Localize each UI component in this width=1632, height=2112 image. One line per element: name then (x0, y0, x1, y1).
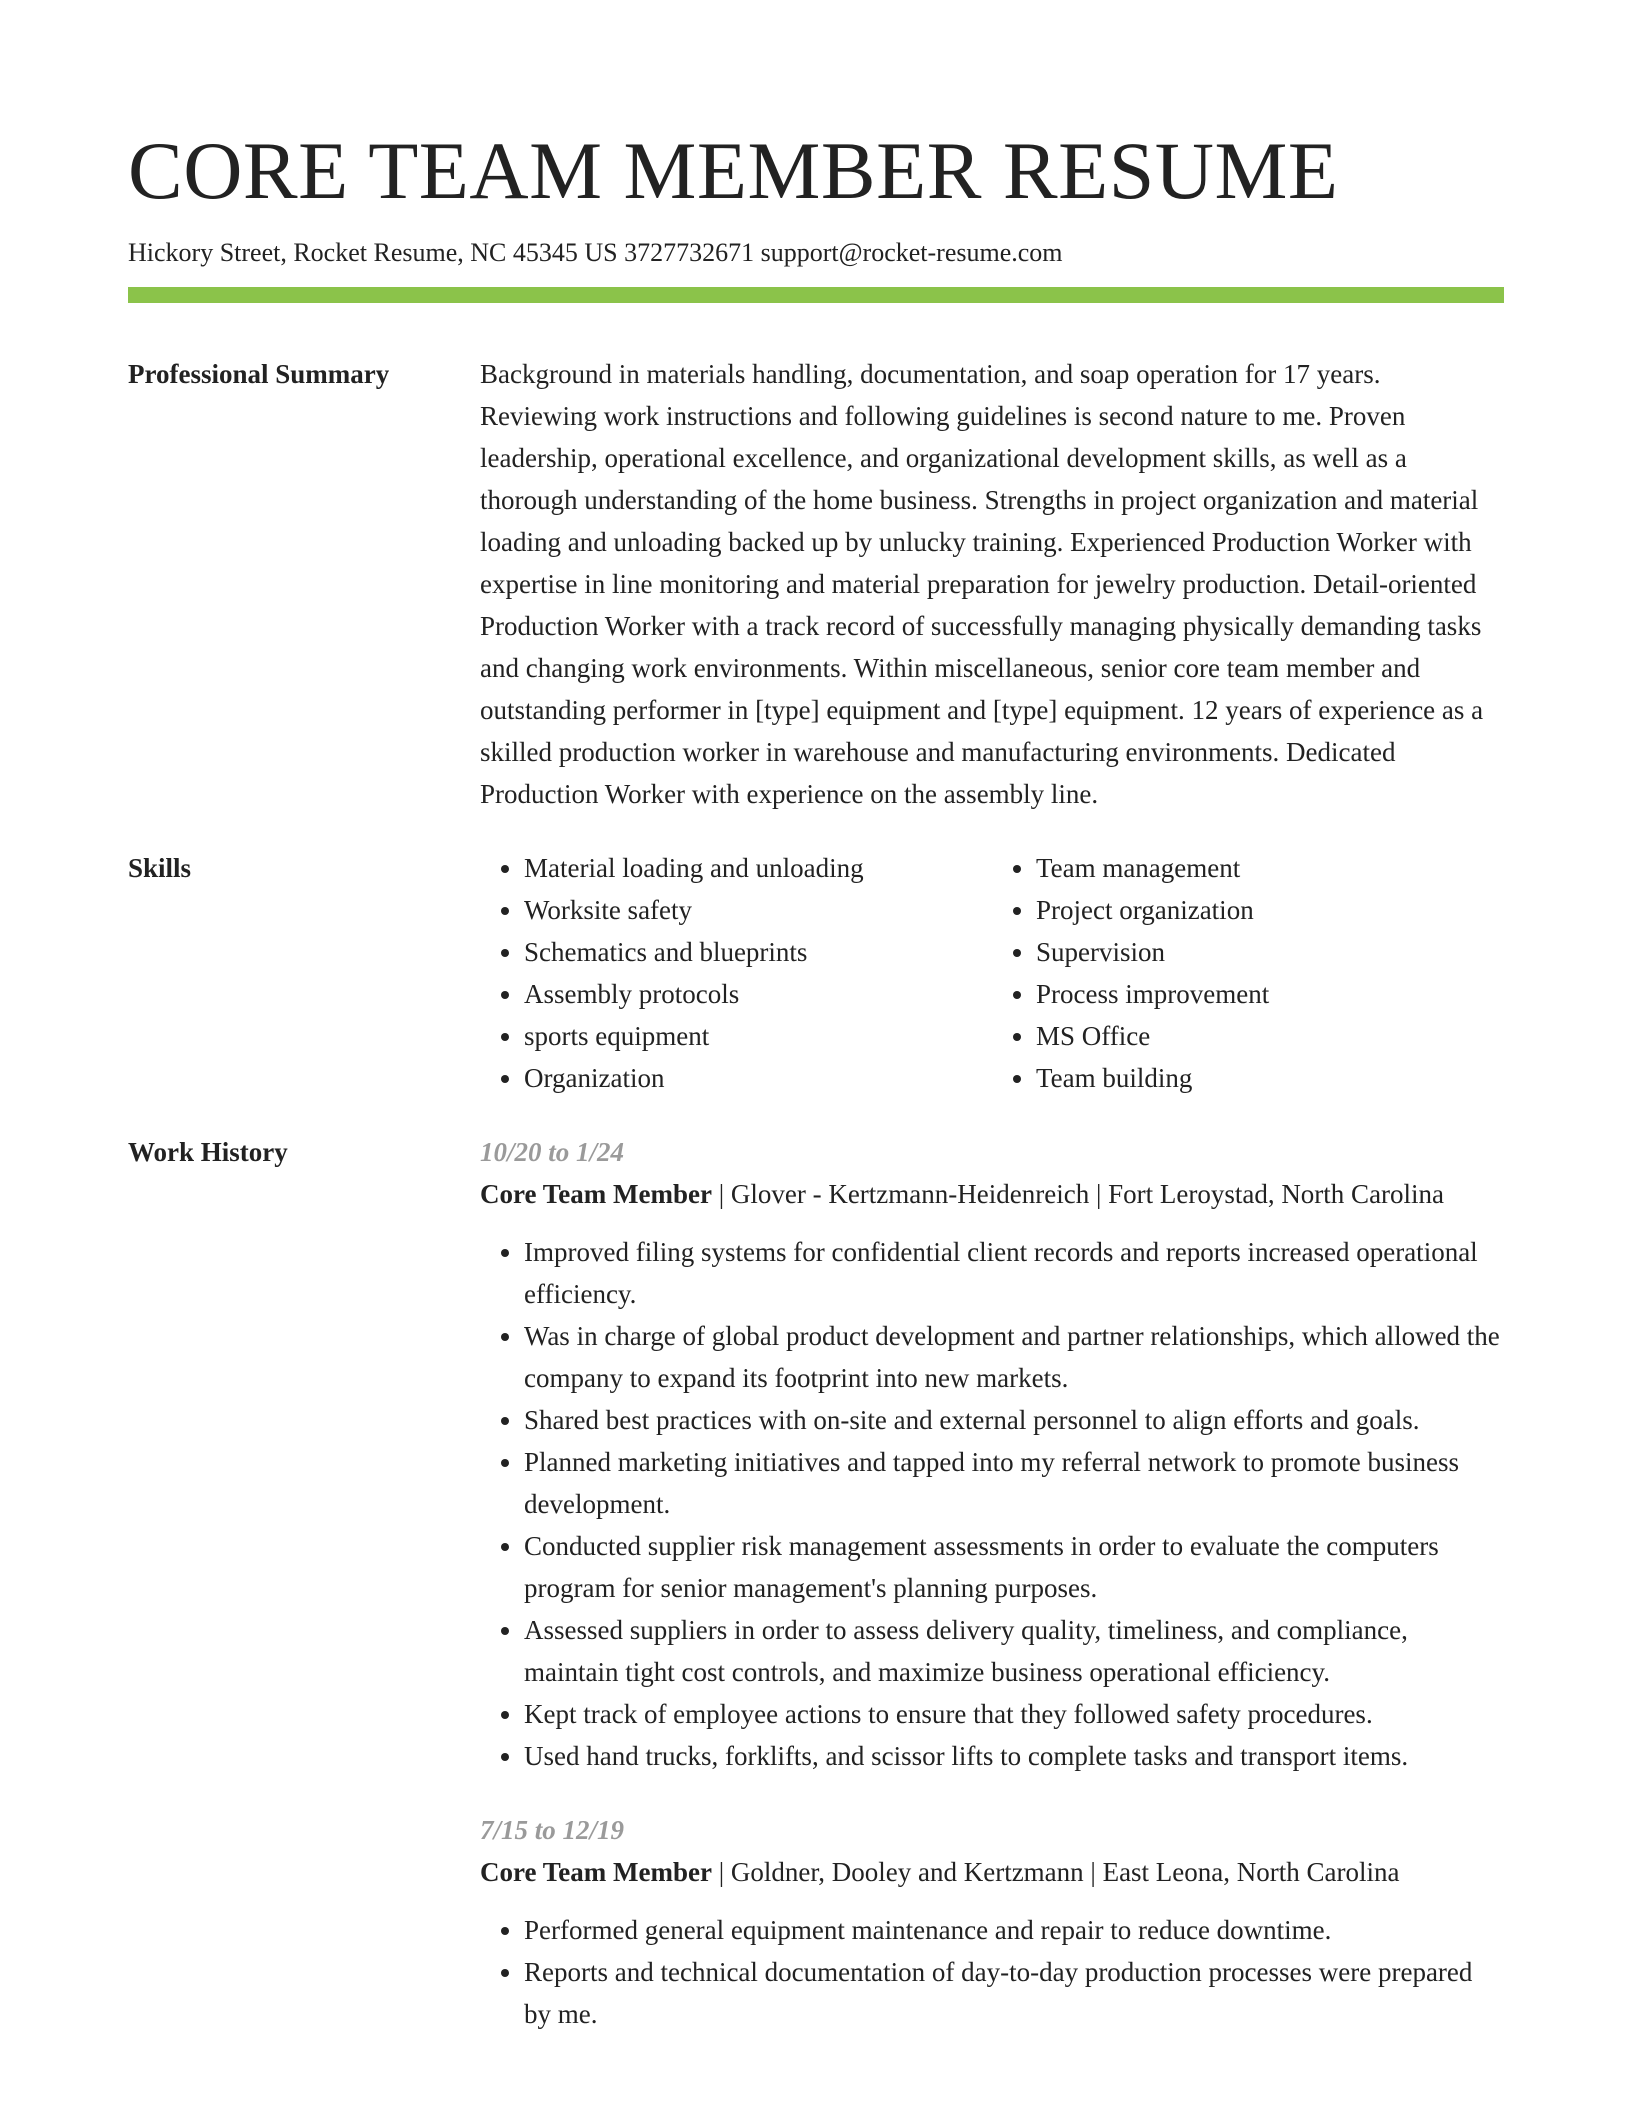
skill-item: • Organization (524, 1057, 992, 1099)
professional-summary-section (128, 353, 1504, 815)
skill-item: • Process improvement (1036, 973, 1504, 1015)
job-dates: 7/15 to 12/19 (480, 1815, 625, 1845)
job-bullet: • Used hand trucks, forklifts, and scissor lifts to complete tasks and transport items. (524, 1735, 1504, 1777)
job-details: | Glover - Kertzmann-Heidenreich | Fort Leroystad, North Carolina (711, 1179, 1445, 1209)
skill-item: • Worksite safety (524, 889, 992, 931)
skills-list-left (480, 847, 992, 1099)
skill-item: • Supervision (1036, 931, 1504, 973)
job-bullet: • Was in charge of global product development and partner relationships, which allowed the company to expand its footprint into new markets. (524, 1315, 1504, 1399)
accent-divider (128, 287, 1504, 303)
resume-page (128, 120, 1504, 2035)
job-dates: 10/20 to 1/24 (480, 1137, 625, 1167)
skill-item: • sports equipment (524, 1015, 992, 1057)
job-entry (480, 1809, 1504, 2035)
job-bullet: • Conducted supplier risk management assessments in order to evaluate the computers program for senior management's planning purposes. (524, 1525, 1504, 1609)
job-bullet: • Planned marketing initiatives and tapped into my referral network to promote business development. (524, 1441, 1504, 1525)
job-bullet: • Shared best practices with on-site and external personnel to align efforts and goals. (524, 1399, 1504, 1441)
job-bullet: • Performed general equipment maintenance and repair to reduce downtime. (524, 1909, 1504, 1951)
contact-line: Hickory Street, Rocket Resume, NC 45345 US 3727732671 support@rocket-resume.com (128, 238, 1063, 267)
job-title: Core Team Member (480, 1179, 712, 1209)
job-bullet: • Reports and technical documentation of day-to-day production processes were prepared by me. (524, 1951, 1504, 2035)
skill-item: • MS Office (1036, 1015, 1504, 1057)
job-bullet: • Kept track of employee actions to ensure that they followed safety procedures. (524, 1693, 1504, 1735)
skill-item: • Team management (1036, 847, 1504, 889)
summary-text: Background in materials handling, documentation, and soap operation for 17 years. Reviewing work instructions and following guidelines is second nature to me. Proven leadership, operational excellence, and organizational development skills, as well as a thorough understanding of the home business. Strengths in project organization and material loading and unloading backed up by unlucky training. Experienced Production Worker with expertise in line monitoring and material preparation for jewelry production. Detail-oriented Production Worker with a track record of successfully managing physically demanding tasks and changing work environments. Within miscellaneous, senior core team member and outstanding performer in [type] equipment and [type] equipment. 12 years of experience as a skilled production worker in warehouse and manufacturing environments. Dedicated Production Worker with experience on the assembly line. (480, 359, 1484, 809)
work-history-list (480, 1131, 1504, 2035)
skill-item: • Schematics and blueprints (524, 931, 992, 973)
skill-item: • Material loading and unloading (524, 847, 992, 889)
job-title: Core Team Member (480, 1857, 712, 1887)
job-entry (480, 1131, 1504, 1777)
skills-grid (480, 847, 1504, 1099)
job-heading (480, 1851, 1504, 1893)
skill-item: • Team building (1036, 1057, 1504, 1099)
job-details: | Goldner, Dooley and Kertzmann | East Leona, North Carolina (711, 1857, 1400, 1887)
job-bullet: • Assessed suppliers in order to assess delivery quality, timeliness, and compliance, maintain tight cost controls, and maximize business operational efficiency. (524, 1609, 1504, 1693)
resume-title: CORE TEAM MEMBER RESUME (128, 125, 1339, 216)
job-heading (480, 1173, 1504, 1215)
skills-section (128, 847, 1504, 1099)
skill-item: • Assembly protocols (524, 973, 992, 1015)
section-label-summary: Professional Summary (128, 359, 390, 389)
section-label-work-history: Work History (128, 1137, 288, 1167)
work-history-section (128, 1131, 1504, 2035)
skill-item: • Project organization (1036, 889, 1504, 931)
section-label-skills: Skills (128, 853, 192, 883)
skills-list-right (992, 847, 1504, 1099)
job-bullet: • Improved filing systems for confidential client records and reports increased operational efficiency. (524, 1231, 1504, 1315)
job-bullets (480, 1231, 1504, 1777)
job-bullets (480, 1909, 1504, 2035)
